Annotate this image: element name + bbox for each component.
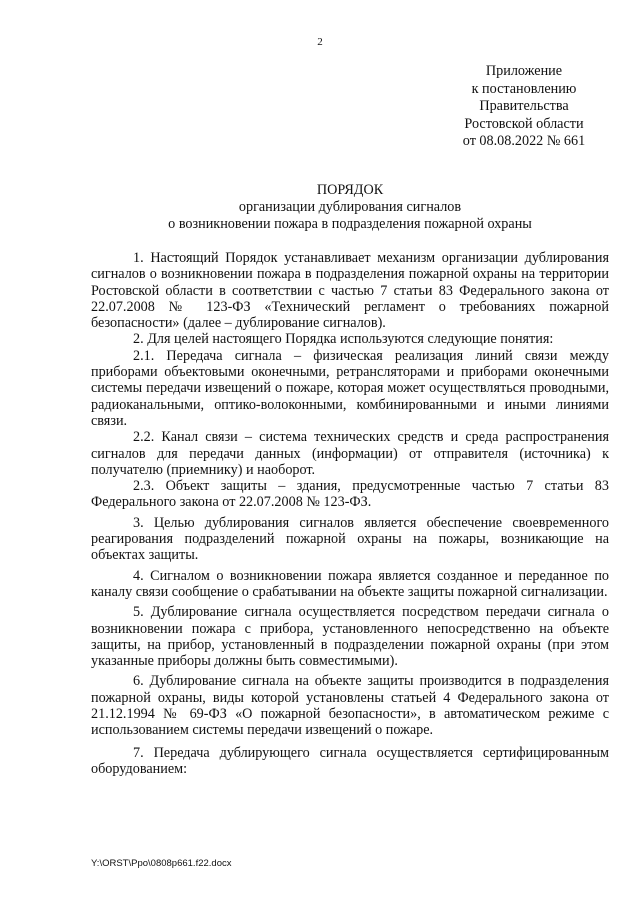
paragraph-2-3: 2.3. Объект защиты – здания, предусмотренные частью 7 статьи 83 Федерального закона от 22.07.2008 № 123-ФЗ. (91, 478, 609, 511)
appendix-line: Приложение (485, 63, 563, 79)
title-subtitle: о возникновении пожара в подразделения пожарной охраны (168, 216, 532, 232)
paragraph-5: 5. Дублирование сигнала осуществляется посредством передачи сигнала о возникновении пожара с прибора, установленного непосредственно на объекте защиты, на прибор, установленный в подразделении пожарной охраны (при этом указанные приборы должны быть совместимыми). (91, 604, 609, 670)
paragraph-7: 7. Передача дублирующего сигнала осуществляется сертифицированным оборудованием: (91, 744, 609, 777)
paragraph-6: 6. Дублирование сигнала на объекте защиты производится в подразделения пожарной охраны, виды которой установлены статьей 4 Федерального закона от 21.12.1994 № 69-ФЗ «О пожарной безопасности», в автоматическом режиме с использованием системы передачи извещений о пожаре. (91, 673, 609, 739)
paragraph-2: 2. Для целей настоящего Порядка используются следующие понятия: (133, 331, 554, 348)
document-body (91, 250, 609, 777)
paragraph-3: 3. Целью дублирования сигналов является обеспечение своевременного реагирования подразделений пожарной охраны на пожары, возникающие на объектах защиты. (91, 514, 609, 564)
appendix-line: от 08.08.2022 № 661 (462, 133, 586, 149)
title-heading: ПОРЯДОК (316, 182, 384, 198)
appendix-block (440, 63, 608, 151)
file-path-footer: Y:\ORST\Ppo\0808p661.f22.docx (91, 858, 232, 869)
title-subtitle: организации дублирования сигналов (238, 199, 462, 215)
appendix-line: к постановлению (471, 80, 577, 97)
appendix-line: Правительства (479, 98, 569, 114)
paragraph-1: 1. Настоящий Порядок устанавливает механизм организации дублирования сигналов о возникновении пожара в подразделения пожарной охраны на территории Ростовской области в соответствии с частью 7 статьи 83 Федерального закона от 22.07.2008 № 123-ФЗ «Технический регламент о требованиях пожарной безопасности» (далее – дублирование сигналов). (91, 250, 609, 332)
appendix-line: Ростовской области (464, 115, 584, 132)
paragraph-4: 4. Сигналом о возникновении пожара является созданное и переданное по каналу связи сообщение о срабатывании на объекте защиты пожарной сигнализации. (91, 567, 609, 600)
page-number: 2 (317, 36, 323, 48)
paragraph-2-2: 2.2. Канал связи – система технических средств и среда распространения сигналов для передачи данных (информации) от отправителя (источника) к получателю (приемнику) и наоборот. (91, 429, 609, 478)
paragraph-2-1: 2.1. Передача сигнала – физическая реализация линий связи между приборами объектовыми оконечными, ретрансляторами и приборами оконечными системы передачи извещений о пожаре, которая может осуществляться проводными, радиоканальными, оптико-волоконными, комбинированными и иными линиями связи. (91, 347, 609, 429)
document-title (60, 182, 640, 233)
